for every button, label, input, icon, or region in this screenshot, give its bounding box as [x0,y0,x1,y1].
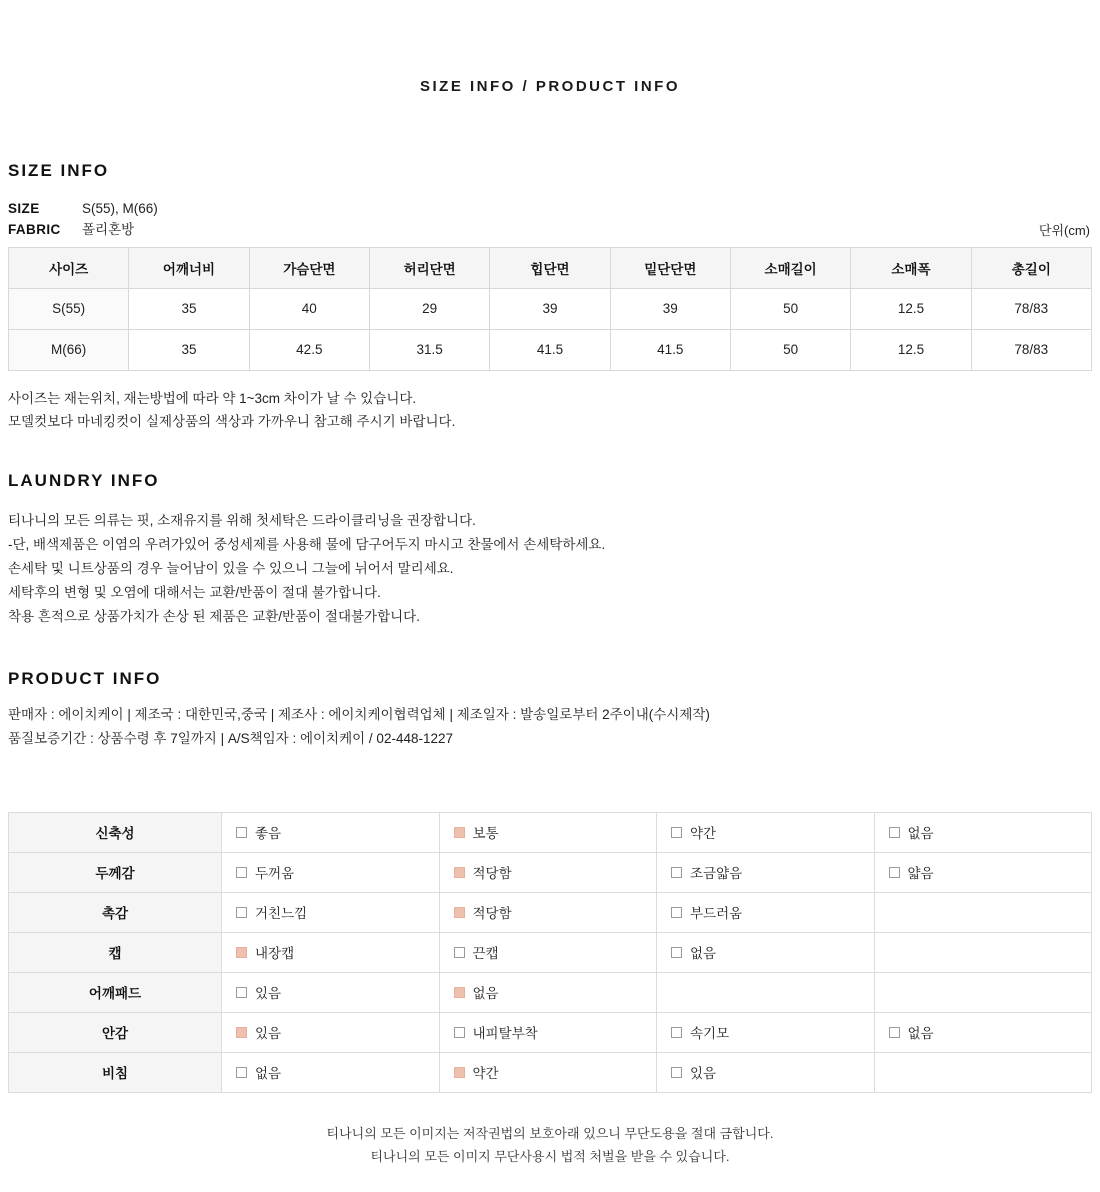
product-info-section [8,669,1092,749]
table-row [9,288,1092,329]
size-table-cell: 12.5 [851,329,971,370]
attr-option-cell-empty [874,1052,1092,1092]
attr-option-cell [874,1012,1092,1052]
attr-option-label: 적당함 [472,866,512,882]
attr-name-shoulder-pad: 어깨패드 [9,972,222,1012]
laundry-info-body [8,509,1092,629]
laundry-info-section [8,471,1092,629]
laundry-line: 세탁후의 변형 및 오염에 대해서는 교환/반품이 절대 불가합니다. [8,585,381,601]
table-row [9,1012,1092,1052]
checkbox-icon[interactable] [236,987,247,998]
laundry-line: -단, 배색제품은 이염의 우려가있어 중성세제를 사용해 물에 담구어두지 마시고 찬물에서 손세탁하세요. [8,537,606,553]
attr-option-cell [657,852,875,892]
attr-option-cell [222,812,440,852]
checkbox-icon[interactable] [889,827,900,838]
checkbox-icon[interactable] [671,1027,682,1038]
attr-option-cell [657,1052,875,1092]
copyright-footer [8,1123,1092,1192]
attr-option-cell [222,972,440,1012]
attr-option-label: 약간 [472,1066,499,1082]
checkbox-icon[interactable] [454,947,465,958]
meta-label-size: SIZE [8,201,40,216]
attr-option-label: 없음 [907,1026,934,1042]
product-attribute-table [8,812,1092,1093]
attr-option-cell [222,1052,440,1092]
checkbox-icon[interactable] [889,1027,900,1038]
table-row [9,812,1092,852]
attr-name-sheerness: 비침 [9,1052,222,1092]
attr-option-cell [657,1012,875,1052]
checkbox-icon[interactable] [236,827,247,838]
size-table-header-cell: 어깨너비 [129,247,249,288]
size-table-header-cell: 허리단면 [369,247,489,288]
laundry-line: 착용 흔적으로 상품가치가 손상 된 제품은 교환/반품이 절대불가합니다. [8,609,420,625]
size-table-cell: 39 [490,288,610,329]
size-table-cell: 40 [249,288,369,329]
checkbox-icon[interactable] [236,1027,247,1038]
attr-name-touch: 촉감 [9,892,222,932]
product-info-heading: PRODUCT INFO [8,669,162,689]
attr-option-cell [439,892,657,932]
table-row [9,1052,1092,1092]
checkbox-icon[interactable] [671,827,682,838]
attr-option-label: 부드러움 [690,906,743,922]
attr-option-cell [439,972,657,1012]
attr-option-label: 없음 [255,1066,282,1082]
size-table-cell: 29 [369,288,489,329]
table-row [9,892,1092,932]
size-table-header-cell: 밑단단면 [610,247,730,288]
checkbox-icon[interactable] [889,867,900,878]
size-table-header-row [9,247,1092,288]
attr-option-cell [222,892,440,932]
checkbox-icon[interactable] [454,867,465,878]
attr-option-cell [222,932,440,972]
attr-option-label: 없음 [690,946,717,962]
attr-option-label: 좋음 [255,826,282,842]
checkbox-icon[interactable] [454,907,465,918]
size-table-header-cell: 가슴단면 [249,247,369,288]
size-table-cell: 39 [610,288,730,329]
size-table-cell: S(55) [9,288,129,329]
checkbox-icon[interactable] [454,987,465,998]
attr-option-label: 약간 [690,826,717,842]
attr-option-cell [874,812,1092,852]
size-table-cell: 78/83 [971,329,1091,370]
attr-option-cell [439,812,657,852]
attr-option-label: 없음 [472,986,499,1002]
checkbox-icon[interactable] [236,867,247,878]
checkbox-icon[interactable] [454,1027,465,1038]
size-table-header-cell: 소매폭 [851,247,971,288]
size-table-header-cell: 사이즈 [9,247,129,288]
size-table-header-cell: 힙단면 [490,247,610,288]
attr-option-label: 있음 [255,986,282,1002]
page-title: SIZE INFO / PRODUCT INFO [419,78,680,95]
attr-option-cell [439,932,657,972]
attr-option-cell-empty [874,932,1092,972]
attr-option-label: 없음 [907,826,934,842]
product-info-body [8,703,1092,749]
checkbox-icon[interactable] [236,1067,247,1078]
size-table-cell: 42.5 [249,329,369,370]
size-notes [8,387,1092,433]
unit-note: 단위(cm) [1038,222,1090,238]
meta-row-size [8,199,1092,220]
attr-option-cell [657,932,875,972]
attr-option-cell [222,852,440,892]
attr-option-label: 있음 [255,1026,282,1042]
table-row [9,852,1092,892]
size-table-cell: 31.5 [369,329,489,370]
size-table-cell: 12.5 [851,288,971,329]
attr-name-stretch: 신축성 [9,812,222,852]
attr-option-label: 조금얇음 [690,866,743,882]
size-info-heading: SIZE INFO [8,161,110,180]
product-info-line: 품질보증기간 : 상품수령 후 7일까지 | A/S책임자 : 에이치케이 / 02-448-1227 [8,730,453,746]
table-row [9,932,1092,972]
footer-line: 티나니의 모든 이미지 무단사용시 법적 처벌을 받을 수 있습니다. [370,1148,730,1164]
size-table-header-cell: 소매길이 [730,247,850,288]
size-note-line: 사이즈는 재는위치, 재는방법에 따라 약 1~3cm 차이가 날 수 있습니다. [8,390,417,406]
attr-option-label: 내장캡 [255,946,295,962]
size-table-cell: 78/83 [971,288,1091,329]
attr-option-label: 내피탈부착 [472,1026,538,1042]
laundry-line: 티나니의 모든 의류는 핏, 소재유지를 위해 첫세탁은 드라이클리닝을 권장합니다. [8,513,476,529]
size-measurement-table [8,247,1092,371]
attr-option-cell [657,892,875,932]
meta-label-fabric: FABRIC [8,221,61,237]
checkbox-icon[interactable] [236,947,247,958]
meta-value-size: S(55), M(66) [82,201,158,216]
checkbox-icon[interactable] [671,947,682,958]
attr-name-cap: 캡 [9,932,222,972]
checkbox-icon[interactable] [236,907,247,918]
table-row [9,972,1092,1012]
size-table-cell: 35 [129,329,249,370]
size-table-cell: 50 [730,329,850,370]
attr-option-label: 거친느낌 [255,906,308,922]
attr-name-thickness: 두께감 [9,852,222,892]
attr-option-label: 있음 [690,1066,717,1082]
attr-option-cell-empty [657,972,875,1012]
meta-row-fabric [8,220,1092,241]
page-content [0,161,1100,1192]
checkbox-icon[interactable] [454,827,465,838]
size-table-cell: M(66) [9,329,129,370]
attr-option-cell-empty [874,972,1092,1012]
checkbox-icon[interactable] [671,1067,682,1078]
footer-line: 티나니의 모든 이미지는 저작권법의 보호아래 있으니 무단도용을 절대 금합니다. [326,1125,774,1141]
attr-option-cell [439,1012,657,1052]
attr-option-label: 보통 [472,826,499,842]
attr-option-cell [222,1012,440,1052]
attr-option-cell [657,812,875,852]
attr-option-label: 끈캡 [472,946,499,962]
size-info-meta [8,199,1092,241]
attr-option-label: 얇음 [907,866,934,882]
size-table-header-cell: 총길이 [971,247,1091,288]
attr-option-cell [439,1052,657,1092]
attr-name-lining: 안감 [9,1012,222,1052]
attr-option-label: 속기모 [690,1026,730,1042]
size-table-cell: 41.5 [490,329,610,370]
size-table-cell: 50 [730,288,850,329]
product-info-line: 판매자 : 에이치케이 | 제조국 : 대한민국,중국 | 제조사 : 에이치케이협력업체 | 제조일자 : 발송일로부터 2주이내(수시제작) [8,707,710,723]
checkbox-icon[interactable] [671,867,682,878]
attr-option-cell-empty [874,892,1092,932]
size-note-line: 모델컷보다 마네킹컷이 실제상품의 색상과 가까우니 참고해 주시기 바랍니다. [8,414,456,430]
checkbox-icon[interactable] [671,907,682,918]
size-table-cell: 35 [129,288,249,329]
attr-option-label: 적당함 [472,906,512,922]
size-info-section [8,161,1092,433]
attr-option-label: 두꺼움 [255,866,295,882]
size-table-cell: 41.5 [610,329,730,370]
checkbox-icon[interactable] [454,1067,465,1078]
attr-option-cell [874,852,1092,892]
laundry-info-heading: LAUNDRY INFO [8,471,160,491]
meta-value-fabric: 폴리혼방 [82,221,135,237]
table-row [9,329,1092,370]
attr-option-cell [439,852,657,892]
laundry-line: 손세탁 및 니트상품의 경우 늘어남이 있을 수 있으니 그늘에 뉘어서 말리세요. [8,561,454,577]
